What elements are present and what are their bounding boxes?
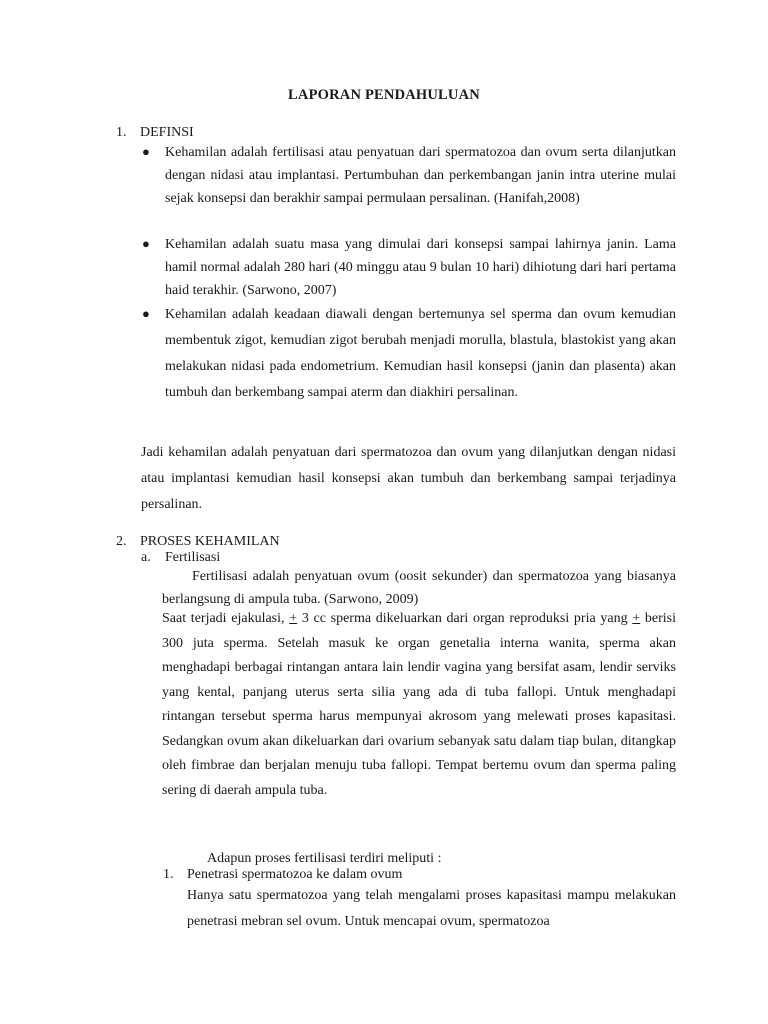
fertilisasi-definition: Fertilisasi adalah penyatuan ovum (oosit sekunder) dan spermatozoa yang biasanya berlangsung di ampula tuba. (Sarwono, 2009) [162, 569, 676, 607]
subsection-a-letter: a. [141, 550, 151, 565]
section-1-number: 1. [116, 125, 127, 140]
definition-bullet-3: Kehamilan adalah keadaan diawali dengan bertemunya sel sperma dan ovum kemudian membentuk zigot, kemudian zigot berubah menjadi morulla, blastula, blastokist yang akan melakukan nidasi pada endometrium. Kemudian hasil konsepsi (janin dan plasenta) akan tumbuh dan berkembang sampai aterm dan diakhiri persalinan. [165, 307, 676, 400]
plus-minus-symbol: + [632, 611, 641, 626]
section-2-heading: PROSES KEHAMILAN [140, 534, 280, 549]
step-1-number: 1. [163, 867, 174, 882]
section-2-number: 2. [116, 534, 127, 549]
step-1-text: Hanya satu spermatozoa yang telah mengalami proses kapasitasi mampu melakukan penetrasi mebran sel ovum. Untuk mencapai ovum, spermatozoa [187, 888, 676, 929]
bullet-icon: ● [142, 236, 150, 251]
plus-minus-symbol: + [289, 611, 298, 626]
process-intro: Adapun proses fertilisasi terdiri meliputi : [207, 851, 442, 866]
definition-bullet-2: Kehamilan adalah suatu masa yang dimulai dari konsepsi sampai lahirnya janin. Lama hamil normal adalah 280 hari (40 minggu atau 9 bulan 10 hari) dihiotung dari hari pertama haid terakhir. (Sarwono, 2007) [165, 237, 676, 298]
fertilisasi-text-2: 3 cc sperma dikeluarkan dari organ reproduksi pria yang [297, 611, 633, 626]
fertilisasi-text-1: Saat terjadi ejakulasi, [162, 611, 290, 626]
step-1-heading: Penetrasi spermatozoa ke dalam ovum [187, 867, 403, 882]
bullet-icon: ● [142, 144, 150, 159]
page-title: LAPORAN PENDAHULUAN [288, 87, 480, 103]
section-1-heading: DEFINSI [140, 125, 194, 140]
definition-summary: Jadi kehamilan adalah penyatuan dari spermatozoa dan ovum yang dilanjutkan dengan nidasi atau implantasi kemudian hasil konsepsi akan tumbuh dan berkembang sampai terjadinya persalinan. [141, 445, 676, 512]
subsection-a-heading: Fertilisasi [165, 550, 221, 565]
bullet-icon: ● [142, 306, 150, 321]
fertilisasi-description [162, 607, 676, 803]
definition-bullet-1: Kehamilan adalah fertilisasi atau penyatuan dari spermatozoa dan ovum serta dilanjutkan dengan nidasi atau implantasi. Pertumbuhan dan perkembangan janin intra uterine mulai sejak konsepsi dan berakhir sampai permulaan persalinan. (Hanifah,2008) [165, 145, 676, 206]
fertilisasi-text-3: berisi 300 juta sperma. Setelah masuk ke organ genetalia interna wanita, sperma akan menghadapi berbagai rintangan antara lain lendir vagina yang bersifat asam, lendir serviks yang kental, panjang uterus serta silia yang ada di tuba fallopi. Untuk menghadapi rintangan tersebut sperma harus mempunyai akrosom yang melewati proses kapasitasi. Sedangkan ovum akan dikeluarkan dari ovarium sebanyak satu dalam tiap bulan, ditangkap oleh fimbrae dan berjalan menuju tuba fallopi. Tempat bertemu ovum dan sperma paling sering di daerah ampula tuba. [162, 611, 677, 798]
